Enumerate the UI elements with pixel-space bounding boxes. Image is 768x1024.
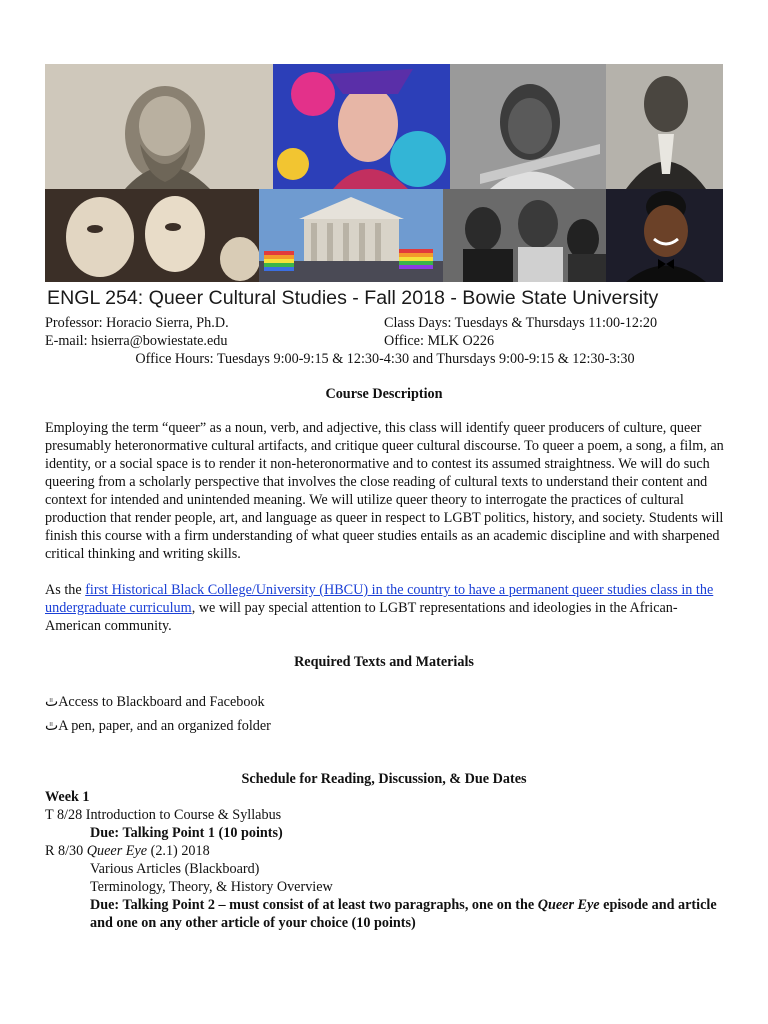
office-location: Office: MLK O226 [384, 333, 495, 349]
hbcu-prefix: As the [45, 582, 86, 598]
schedule-block [45, 788, 735, 932]
schedule-heading: Schedule for Reading, Discussion, & Due Dates [241, 771, 527, 787]
thursday-due-title: Queer Eye [537, 897, 600, 913]
police-crowd-photo-image [443, 189, 606, 282]
material-item [45, 693, 265, 711]
thursday-date: R 8/30 [45, 843, 87, 859]
colorful-performer-image [273, 64, 450, 189]
thursday-title: Queer Eye [86, 843, 148, 859]
thursday-due-suffix: episode and article and one on any other article of your choice (10 points) [90, 897, 717, 931]
thursday-overview: Terminology, Theory, & History Overview [90, 879, 333, 895]
course-description-paragraph [45, 419, 725, 563]
professor-email: E-mail: hsierra@bowiestate.edu [45, 333, 228, 349]
week-label: Week 1 [45, 789, 90, 805]
portrait-engraving-image [45, 64, 273, 189]
course-title: ENGL 254: Queer Cultural Studies - Fall 2018 - Bowie State University [47, 287, 659, 309]
material-text: Access to Blackboard and Facebook [58, 694, 265, 710]
hbcu-link[interactable]: first Historical Black College/University (HBCU) in the country to have a permanent queer studies class in the undergraduate curriculum [45, 582, 714, 616]
bullet-icon: ﭢ [45, 718, 59, 734]
thursday-entry [45, 842, 735, 860]
material-text: A pen, paper, and an organized folder [58, 718, 271, 734]
smiling-man-photo-image [450, 64, 606, 189]
course-info [45, 314, 725, 368]
hbcu-paragraph [45, 581, 725, 635]
material-item [45, 717, 271, 735]
thursday-suffix: (2.1) 2018 [147, 843, 210, 859]
portrait-young-man-image [606, 64, 723, 189]
thursday-due [45, 896, 735, 932]
supreme-court-rainbow-flags-image [259, 189, 443, 282]
smiling-woman-bowtie-image [606, 189, 723, 282]
bullet-icon: ﭢ [45, 694, 59, 710]
professor-name: Professor: Horacio Sierra, Ph.D. [45, 315, 229, 331]
header-photo-collage [45, 64, 723, 282]
office-hours: Office Hours: Tuesdays 9:00-9:15 & 12:30-4:30 and Thursdays 9:00-9:15 & 12:30-3:30 [135, 351, 635, 367]
class-days: Class Days: Tuesdays & Thursdays 11:00-12:20 [384, 315, 658, 331]
materials-heading: Required Texts and Materials [294, 654, 474, 670]
hbcu-suffix: , we will pay special attention to LGBT representations and ideologies in the African-American community. [45, 600, 678, 634]
tuesday-entry: T 8/28 Introduction to Course & Syllabus [45, 807, 282, 823]
tuesday-due: Due: Talking Point 1 (10 points) [90, 825, 283, 841]
thursday-reading: Various Articles (Blackboard) [90, 861, 260, 877]
thursday-due-prefix: Due: Talking Point 2 – must consist of at least two paragraphs, one on the [90, 897, 538, 913]
description-text: Employing the term “queer” as a noun, verb, and adjective, this class will identify queer producers of culture, queer presumably heteronormative cultural artifacts, and critique queer cultural discourse. To queer a poem, a song, a film, an identity, or a social space is to render it non-heteronormative and to contest its assumed straightness. We will do such queering from a scholarly perspective that involves the close reading of cultural texts to understand their content and context for intended and unintended meaning. We will utilize queer theory to interrogate the practices of cultural production that render people, art, and language as queer in respect to LGBT politics, history, and society. Students will finish this course with a firm understanding of what queer studies entails as an academic discipline and with sharpened critical thinking and writing skills. [45, 420, 724, 562]
abstract-faces-art-image [45, 189, 259, 282]
course-description-heading: Course Description [325, 386, 443, 402]
